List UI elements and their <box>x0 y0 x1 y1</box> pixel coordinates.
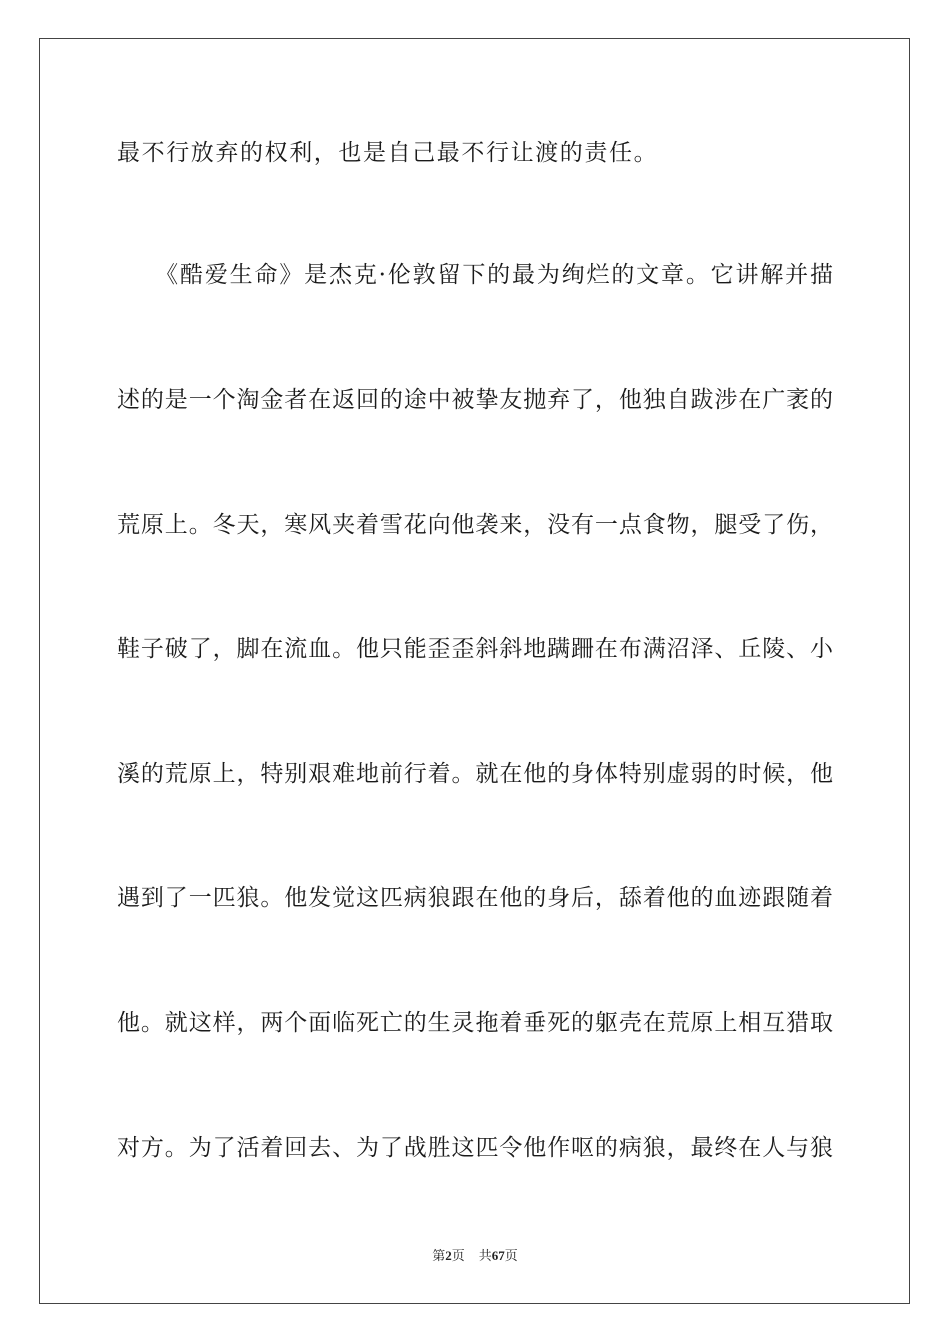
body-text-line-2: 《酷爱生命》是杰克·伦敦留下的最为绚烂的文章。它讲解并描 <box>117 262 833 288</box>
body-text-line-8: 他。就这样，两个面临死亡的生灵拖着垂死的躯壳在荒原上相互猎取 <box>117 1010 833 1036</box>
body-text-line-5: 鞋子破了，脚在流血。他只能歪歪斜斜地蹒跚在布满沼泽、丘陵、小 <box>117 636 833 662</box>
page-frame <box>39 38 910 1304</box>
body-text-line-7: 遇到了一匹狼。他发觉这匹病狼跟在他的身后，舔着他的血迹跟随着 <box>117 885 833 911</box>
total-suffix: 页 <box>504 1249 518 1264</box>
body-text-line-4: 荒原上。冬天，寒风夹着雪花向他袭来，没有一点食物，腿受了伤， <box>117 512 833 538</box>
body-text-line-3: 述的是一个淘金者在返回的途中被挚友抛弃了，他独自跋涉在广袤的 <box>117 387 833 413</box>
page-number: 2 <box>445 1248 452 1263</box>
page-suffix: 页 <box>451 1249 465 1264</box>
page-prefix: 第 <box>432 1249 446 1264</box>
page-footer <box>0 1247 950 1266</box>
body-text-line-9: 对方。为了活着回去、为了战胜这匹令他作呕的病狼，最终在人与狼 <box>117 1135 833 1161</box>
body-text-line-1: 最不行放弃的权利，也是自己最不行让渡的责任。 <box>117 140 659 166</box>
total-prefix: 共 <box>478 1249 492 1264</box>
body-text-line-6: 溪的荒原上，特别艰难地前行着。就在他的身体特别虚弱的时候，他 <box>117 761 833 787</box>
total-pages: 67 <box>491 1248 505 1263</box>
